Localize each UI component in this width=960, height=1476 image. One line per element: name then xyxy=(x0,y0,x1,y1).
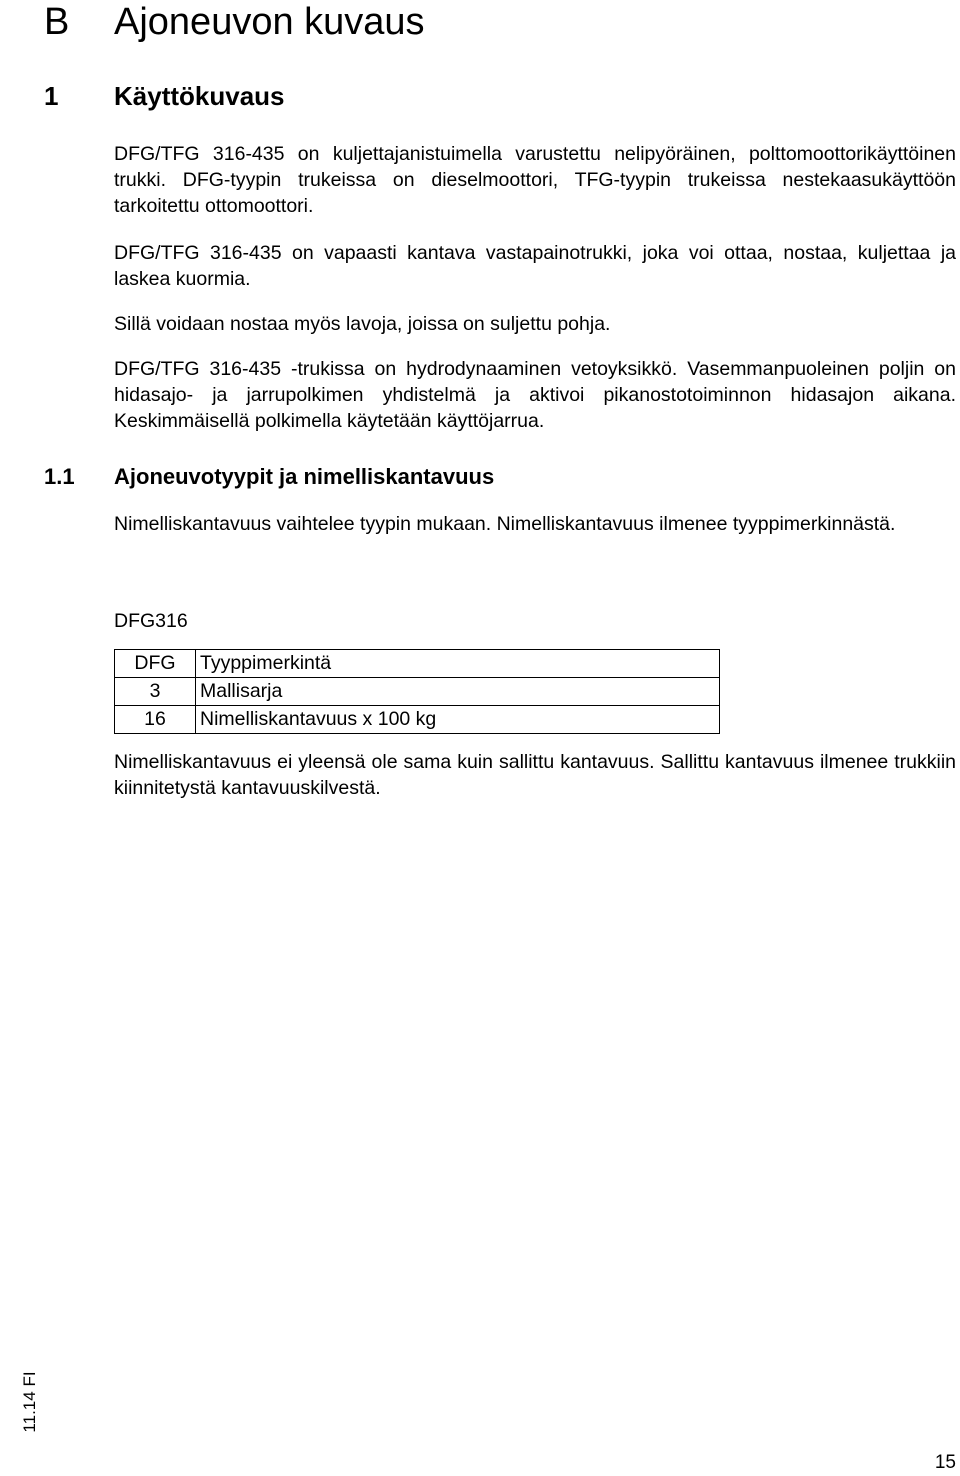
paragraph-drive-unit: DFG/TFG 316-435 -trukissa on hydrodynaaminen vetoyksikkö. Vasemmanpuoleinen poljin on hidasajo- ja jarrupolkimen yhdistelmä ja aktivoi pikanostotoiminnon hidasajon aikana. Keskimmäisellä polkimella käytetään käyttöjarrua. xyxy=(114,358,956,432)
table-cell-code: DFG xyxy=(115,650,196,678)
table-row xyxy=(115,650,720,678)
paragraph-pallets: Sillä voidaan nostaa myös lavoja, joissa on suljettu pohja. xyxy=(114,313,611,335)
chapter-title: Ajoneuvon kuvaus xyxy=(114,1,425,43)
chapter-letter: B xyxy=(44,1,70,43)
table-cell-code: 16 xyxy=(115,706,196,734)
chapter-heading xyxy=(44,0,425,44)
table-row xyxy=(115,678,720,706)
table-row xyxy=(115,706,720,734)
section-heading xyxy=(44,80,285,112)
paragraph-rated-capacity: Nimelliskantavuus vaihtelee tyypin mukaan. Nimelliskantavuus ilmenee tyyppimerkinnästä. xyxy=(114,513,896,535)
table-cell-meaning: Mallisarja xyxy=(196,678,720,706)
subsection-heading xyxy=(44,463,494,491)
table-cell-meaning: Nimelliskantavuus x 100 kg xyxy=(196,706,720,734)
type-caption: DFG316 xyxy=(114,610,188,632)
footer-date: 11.14 FI xyxy=(20,1371,39,1433)
section-number: 1 xyxy=(44,81,59,111)
paragraph-intro: DFG/TFG 316-435 on kuljettajanistuimella varustettu nelipyöräinen, polttomoottorikäyttöinen trukki. DFG-tyypin trukeissa on dieselmoottori, TFG-tyypin trukeissa nestekaasukäyttöön tarkoitettu ottomoottori. xyxy=(114,143,956,217)
table-cell-code: 3 xyxy=(115,678,196,706)
type-designation-table xyxy=(114,649,720,734)
subsection-title: Ajoneuvotyypit ja nimelliskantavuus xyxy=(114,464,495,489)
section-title: Käyttökuvaus xyxy=(114,81,285,111)
table-cell-meaning: Tyyppimerkintä xyxy=(196,650,720,678)
paragraph-allowed-capacity: Nimelliskantavuus ei yleensä ole sama kuin sallittu kantavuus. Sallittu kantavuus ilmenee trukkiin kiinnitetystä kantavuuskilvestä. xyxy=(114,751,956,799)
paragraph-capabilities: DFG/TFG 316-435 on vapaasti kantava vastapainotrukki, joka voi ottaa, nostaa, kuljettaa ja laskea kuormia. xyxy=(114,242,956,290)
subsection-number: 1.1 xyxy=(44,464,75,489)
page-number: 15 xyxy=(934,1452,956,1473)
